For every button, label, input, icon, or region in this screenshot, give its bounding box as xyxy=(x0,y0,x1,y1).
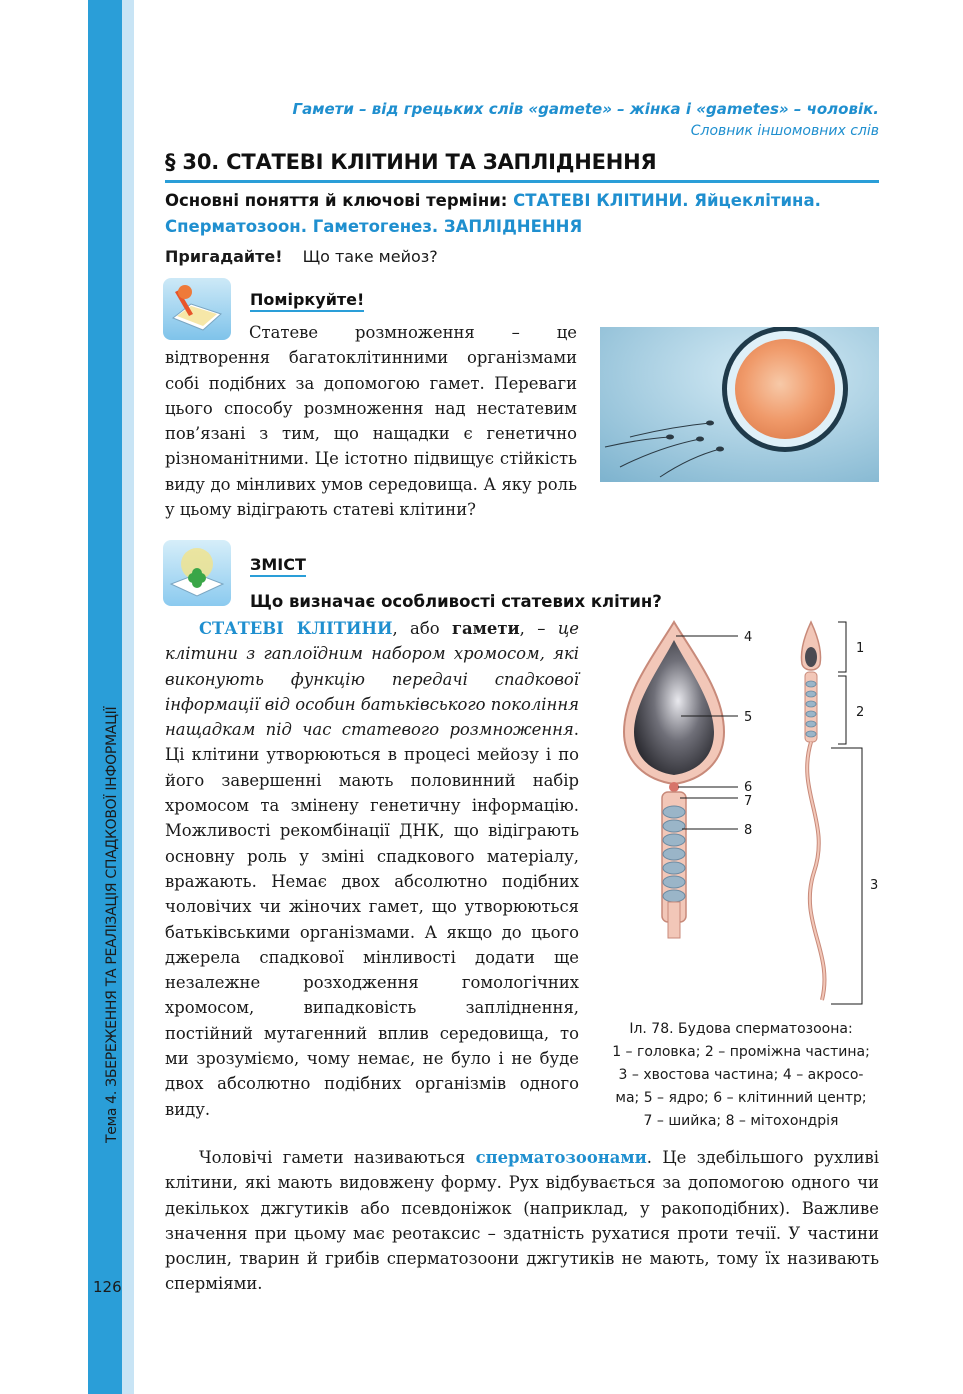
label-2: 2 xyxy=(856,705,865,720)
paragraph-2: Чоловічі гамети називаються сперматозоонами. Це здебільшого рухливі клітини, які мають видовжену форму. Рух відбувається за допомогою одного чи декількох джгутиків або псевдоніжок (наприклад, у ракоподібних). Важливе значення при цьому має реотаксис – здатність рухатися проти течії. У частини рослин, тварин й грибів сперматозоони джгутиків не мають, тому їх називають спермiями. xyxy=(165,1148,879,1294)
content-question: Що визначає особливості статевих клітин? xyxy=(250,592,662,611)
label-3: 3 xyxy=(870,878,879,893)
content-icon xyxy=(163,540,231,606)
think-heading: Поміркуйте! xyxy=(250,290,364,309)
remember-question: Що таке мейоз? xyxy=(302,247,438,266)
key-terms xyxy=(165,188,885,240)
side-strip-light xyxy=(122,0,134,1394)
title-underline xyxy=(165,180,879,183)
epigraph-quote: Гамети – від грецьких слів «gamete» – жінка і «gametes» – чоловік. xyxy=(292,100,879,118)
key-terms-line2: Сперматозоон. Гаметогенез. ЗАПЛІДНЕННЯ xyxy=(165,217,583,236)
key-terms-label: Основні поняття й ключові терміни: xyxy=(165,191,508,210)
label-4: 4 xyxy=(744,630,753,645)
key-terms-line1: СТАТЕВІ КЛІТИНИ. Яйцеклітина. xyxy=(513,191,821,210)
side-topic-label: Тема 4. ЗБЕРЕЖЕННЯ ТА РЕАЛІЗАЦІЯ СПАДКОВОЇ ІНФОРМАЦІЇ xyxy=(104,706,120,1143)
page-number: 126 xyxy=(93,1278,122,1296)
remember-label: Пригадайте! xyxy=(165,247,283,266)
label-7: 7 xyxy=(744,794,753,809)
centriole xyxy=(669,782,679,792)
egg-cell-photo xyxy=(600,327,879,482)
epigraph-source: Словник іншомовних слів xyxy=(690,123,879,139)
paragraph-1: СТАТЕВІ КЛІТИНИ, або гамети, – це клітини з гаплоїдним набором хромосом, які виконують функцію передачі спадкової інформації від особин батьківського покоління нащадкам під час статевого розмноження. Ці клітини утворюються в процесі мейозу і по його завершенні мають половинний набір хромосом та змінену генетичну інформацію. Можливості рекомбінації ДНК, що відіграють основну роль у зміні спадкового матеріалу, вражають. Немає двох абсолютно подібних чоловічих чи жіночих гамет, що утворюються батьківськими організмами. А якщо до цього джерела спадкової мінливості додати ще незалежне розходження гомологічних хромосом, випадковість запліднення, постійний мутагенний вплив середовища, то ми зрозуміємо, чому немає, не було і не буде двох абсолютно подібних організмів одного виду. xyxy=(165,619,580,1119)
sperm-structure-diagram xyxy=(606,612,896,1012)
content-heading: ЗМІСТ xyxy=(250,555,306,574)
label-8: 8 xyxy=(744,823,753,838)
label-1: 1 xyxy=(856,641,865,656)
side-strip xyxy=(88,0,122,1394)
figure-caption: Іл. 78. Будова сперматозоона: 1 – головка; 2 – проміжна частина; 3 – хвостова частина; 4 – акросо- ма; 5 – ядро; 6 – клітинний центр; 7 – шийка; 8 – мітохондрія xyxy=(612,1021,870,1129)
section-title: § 30. СТАТЕВІ КЛІТИНИ ТА ЗАПЛІДНЕННЯ xyxy=(165,150,657,174)
label-5: 5 xyxy=(744,710,753,725)
think-text: Статеве розмноження – це відтворення багатоклітинними організмами собі подібних за допомогою гамет. Переваги цього способу розмноження над нестатевим пов’язані з тим, що нащадки є генетично різноманітними. Це істотно підвищує стійкість виду до мінливих умов середовища. А яку роль у цьому відіграють статеві клітини? xyxy=(165,323,577,520)
remember-block xyxy=(165,247,438,266)
label-6: 6 xyxy=(744,780,753,795)
